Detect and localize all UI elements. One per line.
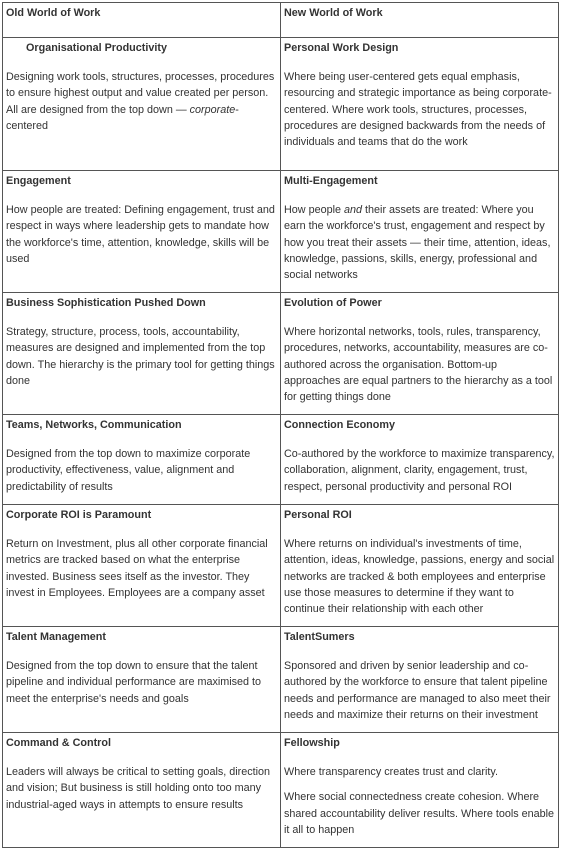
header-old-label: Old World of Work (6, 7, 101, 19)
new-text: Sponsored and driven by senior leadership and co-authored by the workforce to ensure that talent pipeline needs and performance are managed to also meet their needs and maximize their returns on their investment (284, 660, 551, 721)
new-text-part: their assets are treated: Where you earn the workforce's trust, engagement and respect by how you treat their assets — their time, attention, ideas, knowledge, passions, skills, energy, professional and social networks (284, 204, 551, 282)
new-cell (281, 505, 559, 627)
old-text: Return on Investment, plus all other corporate financial metrics are tracked based on what the enterprise invested. Business sees itself as the investor. They invest in Employees. Employees are a company asset (6, 538, 268, 599)
old-text-part: Designing work tools, structures, processes, procedures to ensure highest output and value created per person. All are designed from the top down — (6, 71, 275, 116)
new-text-part: How people (284, 204, 345, 217)
old-title: Corporate ROI is Paramount (6, 509, 152, 521)
old-cell (3, 733, 281, 848)
new-text-paragraph-2: Where social connectedness create cohesion. Where shared accountability deliver results. Where tools enable it all to happen (284, 791, 555, 836)
comparison-table (2, 2, 559, 848)
new-cell (281, 38, 559, 171)
new-text-emphasis: and (344, 204, 363, 217)
old-title: Engagement (6, 175, 71, 187)
old-title: Organisational Productivity (26, 42, 167, 54)
table-row (3, 627, 559, 733)
old-cell (3, 505, 281, 627)
table-row (3, 293, 559, 415)
table-row (3, 733, 559, 848)
old-cell (3, 415, 281, 505)
old-text-part: -centered (6, 103, 239, 132)
new-text (284, 202, 555, 283)
header-old (3, 3, 281, 38)
table-row (3, 505, 559, 627)
new-cell (281, 171, 559, 293)
old-text-emphasis: corporate (189, 103, 236, 116)
new-text: Where horizontal networks, tools, rules, transparency, procedures, networks, accountability, measures are co-authored across the organisation. Bottom-up approaches are equal partners to the hierarchy as a tool for getting things done (284, 326, 553, 404)
new-text-paragraph-1: Where transparency creates trust and clarity. (284, 766, 499, 779)
old-cell (3, 171, 281, 293)
new-text: Where being user-centered gets equal emphasis, resourcing and strategic importance as being corporate-centered. Where work tools, structures, processes, procedures are designed backwards from the needs of individuals and teams that do the work (284, 71, 552, 149)
new-text: Where returns on individual's investments of time, attention, ideas, knowledge, passions, energy and social networks are tracked & both employees and enterprise use those measures to determine if they want to continue their relationship with each other (284, 538, 555, 616)
new-cell (281, 627, 559, 733)
old-cell (3, 293, 281, 415)
new-title: Fellowship (284, 737, 340, 749)
old-cell (3, 627, 281, 733)
new-title: Multi-Engagement (284, 175, 378, 187)
header-new (281, 3, 559, 38)
table-row (3, 171, 559, 293)
old-text: Leaders will always be critical to setting goals, direction and vision; But business is still holding onto too many industrial-aged ways in attempts to ensure results (6, 766, 271, 811)
old-title: Teams, Networks, Communication (6, 419, 182, 431)
old-text: How people are treated: Defining engagement, trust and respect in ways where leadership gets to mandate how the workforce's time, attention, knowledge, skills will be used (6, 204, 275, 265)
old-text: Designed from the top down to ensure that the talent pipeline and individual performance are maximised to meet the enterprise's needs and goals (6, 660, 262, 705)
new-title: Personal ROI (284, 509, 352, 521)
old-text: Strategy, structure, process, tools, accountability, measures are designed and implemented from the top down. The hierarchy is the primary tool for getting things done (6, 326, 275, 387)
new-cell (281, 415, 559, 505)
header-row (3, 3, 559, 38)
old-title: Command & Control (6, 737, 111, 749)
old-title: Talent Management (6, 631, 106, 643)
new-cell (281, 733, 559, 848)
table-row (3, 38, 559, 171)
new-text: Co-authored by the workforce to maximize transparency, collaboration, alignment, clarity, engagement, trust, respect, personal productivity and personal ROI (284, 448, 555, 493)
old-text: Designed from the top down to maximize corporate productivity, effectiveness, value, alignment and predictability of results (6, 448, 251, 493)
new-title: Personal Work Design (284, 42, 399, 54)
new-title: Connection Economy (284, 419, 395, 431)
new-cell (281, 293, 559, 415)
old-cell (3, 38, 281, 171)
old-title: Business Sophistication Pushed Down (6, 297, 206, 309)
new-title: TalentSumers (284, 631, 355, 643)
old-text (6, 69, 277, 134)
table-row (3, 415, 559, 505)
header-new-label: New World of Work (284, 7, 383, 19)
new-title: Evolution of Power (284, 297, 382, 309)
